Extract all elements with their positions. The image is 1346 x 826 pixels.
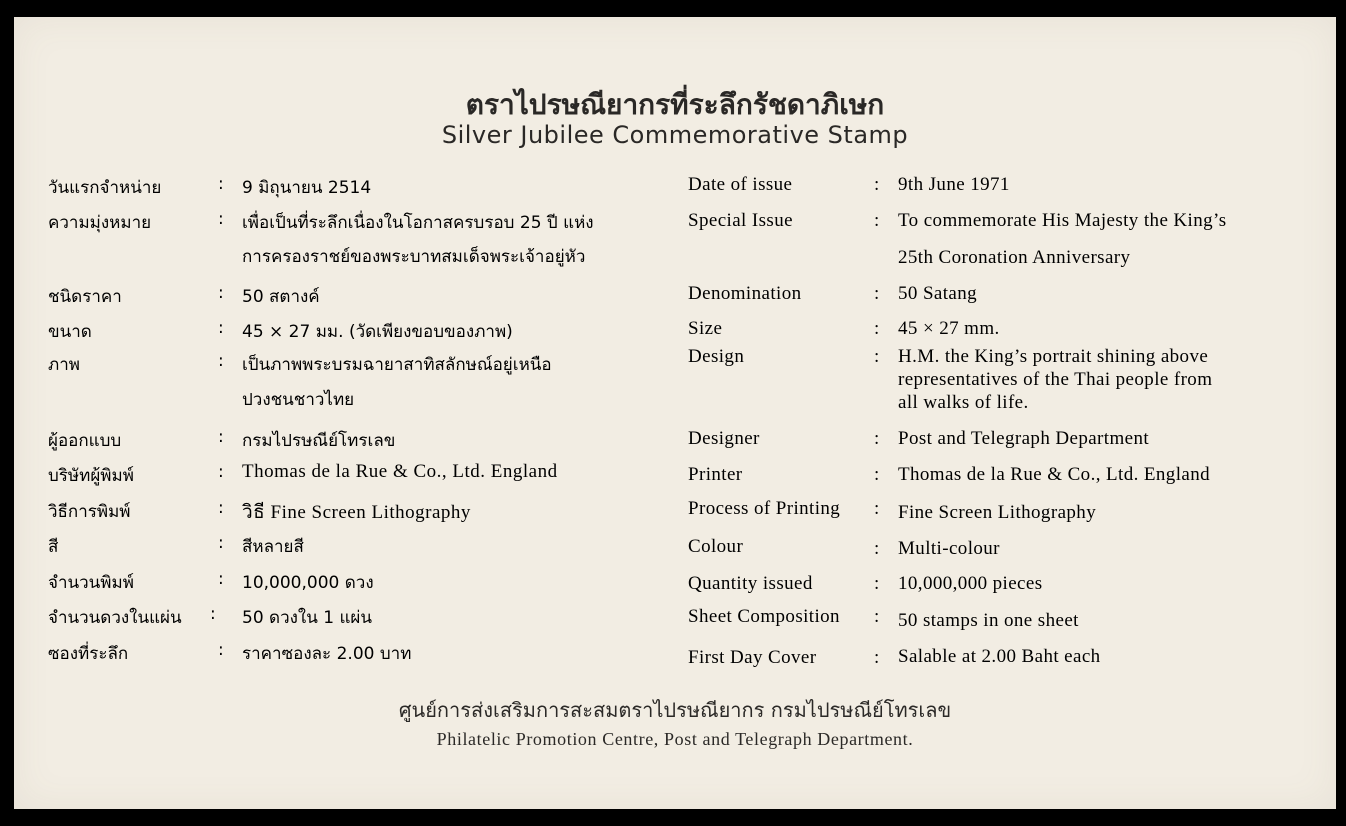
thai-value-purpose: เพื่อเป็นที่ระลึกเนื่องในโอกาสครบรอบ 25 ปี แห่ง [242,213,594,233]
thai-value-quantity: 10,000,000 ดวง [242,573,374,593]
thai-label-fdc: ซองที่ระลึก [48,644,129,664]
thai-colon: : [218,640,224,660]
thai-value-size: 45 × 27 มม. (วัดเพียงขอบของภาพ) [242,322,513,342]
thai-label-purpose: ความมุ่งหมาย [48,213,152,233]
thai-colon: : [210,604,216,624]
thai-label-design: ภาพ [48,355,80,375]
en-colon: : [874,283,880,304]
title-english: Silver Jubilee Commemorative Stamp [441,121,909,149]
thai-label-size: ขนาด [48,322,92,342]
en-value-sheet: 50 stamps in one sheet [898,610,1079,631]
thai-label-sheet: จำนวนดวงในแผ่น [48,608,182,628]
en-label-special-issue: Special Issue [688,210,793,231]
en-label-colour: Colour [688,536,744,557]
thai-colon: : [218,427,224,447]
en-value-fdc: Salable at 2.00 Baht each [898,646,1101,667]
thai-value-sheet: 50 ดวงใน 1 แผ่น [242,608,373,628]
footer-thai: ศูนย์การส่งเสริมการสะสมตราไปรษณียากร กรมไปรษณีย์โทรเลข [398,698,952,722]
thai-label-process: วิธีการพิมพ์ [48,502,131,522]
en-value-date: 9th June 1971 [898,174,1010,195]
en-value-printer: Thomas de la Rue & Co., Ltd. England [898,464,1211,485]
thai-colon: : [218,351,224,371]
thai-value-design-line2: ปวงชนชาวไทย [242,390,355,410]
en-value-quantity: 10,000,000 pieces [898,573,1043,594]
thai-colon: : [218,283,224,303]
en-value-special-issue: To commemorate His Majesty the King’s [898,210,1227,231]
en-value-process: Fine Screen Lithography [898,502,1097,523]
thai-label-colour: สี [48,537,59,557]
thai-label-denomination: ชนิดราคา [48,287,122,307]
thai-colon: : [218,498,224,518]
en-colon: : [874,538,880,559]
en-colon: : [874,573,880,594]
thai-colon: : [218,318,224,338]
en-label-fdc: First Day Cover [688,647,817,668]
thai-label-designer: ผู้ออกแบบ [48,431,122,451]
en-colon: : [874,428,880,449]
en-colon: : [874,498,880,519]
en-colon: : [874,647,880,668]
en-label-quantity: Quantity issued [688,573,813,594]
thai-value-designer: กรมไปรษณีย์โทรเลข [242,431,396,451]
thai-value-design: เป็นภาพพระบรมฉายาสาทิสลักษณ์อยู่เหนือ [242,355,552,375]
en-colon: : [874,318,880,339]
thai-value-colour: สีหลายสี [242,537,304,557]
thai-colon: : [218,569,224,589]
footer-english: Philatelic Promotion Centre, Post and Telegraph Department. [436,729,914,749]
thai-value-fdc: ราคาซองละ 2.00 บาท [242,644,412,664]
thai-value-denomination: 50 สตางค์ [242,287,320,307]
en-value-size: 45 × 27 mm. [898,318,1000,339]
en-value-design-line2: representatives of the Thai people from [898,369,1213,390]
thai-label-date: วันแรกจำหน่าย [48,178,162,198]
thai-value-process: วิธี Fine Screen Lithography [242,502,471,523]
en-value-design-line3: all walks of life. [898,392,1029,413]
thai-colon: : [218,209,224,229]
thai-colon: : [218,533,224,553]
en-label-denomination: Denomination [688,283,802,304]
thai-colon: : [218,174,224,194]
thai-value-printer: Thomas de la Rue & Co., Ltd. England [242,461,558,482]
en-colon: : [874,346,880,367]
thai-label-printer: บริษัทผู้พิมพ์ [48,466,134,486]
thai-label-quantity: จำนวนพิมพ์ [48,573,134,593]
en-colon: : [874,210,880,231]
en-colon: : [874,174,880,195]
en-value-designer: Post and Telegraph Department [898,428,1150,449]
en-colon: : [874,464,880,485]
en-label-size: Size [688,318,723,339]
thai-colon: : [218,462,224,482]
en-label-designer: Designer [688,428,760,449]
en-value-denomination: 50 Satang [898,283,978,304]
thai-value-purpose-line2: การครองราชย์ของพระบาทสมเด็จพระเจ้าอยู่หัว [242,247,586,267]
en-value-special-issue-line2: 25th Coronation Anniversary [898,247,1131,268]
info-card [14,17,1336,809]
title-thai: ตราไปรษณียากรที่ระลึกรัชดาภิเษก [465,88,885,121]
en-colon: : [874,606,880,627]
thai-value-date: 9 มิถุนายน 2514 [242,178,372,198]
en-label-printer: Printer [688,464,743,485]
en-label-process: Process of Printing [688,498,841,519]
en-label-sheet: Sheet Composition [688,606,840,627]
en-value-colour: Multi-colour [898,538,1000,559]
en-label-design: Design [688,346,745,367]
en-value-design: H.M. the King’s portrait shining above [898,346,1209,367]
en-label-date: Date of issue [688,174,793,195]
